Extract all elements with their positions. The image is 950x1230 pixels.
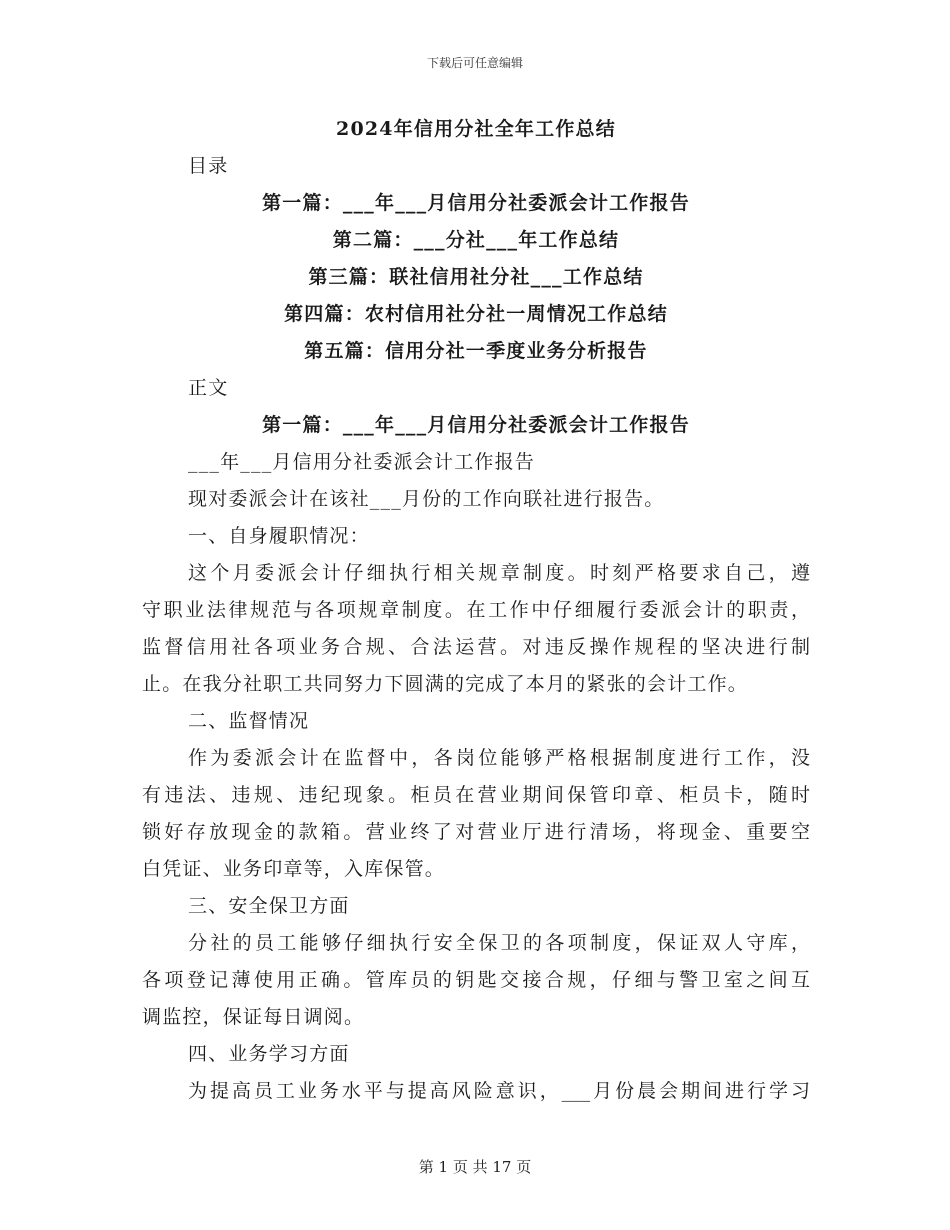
paragraph-line: 白凭证、业务印章等，入库保管。 xyxy=(142,858,446,880)
paragraph-line: 作为委派会计在监督中，各岗位能够严格根据制度进行工作，没 xyxy=(188,747,810,769)
paragraph-line: 这个月委派会计仔细执行相关规章制度。时刻严格要求自己，遵 xyxy=(188,562,810,584)
document-title: 2024年信用分社全年工作总结 xyxy=(336,118,616,140)
page-number: 第 1 页 共 17 页 xyxy=(418,1158,532,1176)
toc-item-2: 第二篇：___分社___年工作总结 xyxy=(332,229,620,251)
paragraph-line: 分社的员工能够仔细执行安全保卫的各项制度，保证双人守库， xyxy=(188,932,810,954)
paragraph-line: 有违法、违规、违纪现象。柜员在营业期间保管印章、柜员卡，随时 xyxy=(142,784,810,806)
paragraph-line: 守职业法律规范与各项规章制度。在工作中仔细履行委派会计的职责， xyxy=(142,599,810,621)
toc-item-5: 第五篇：信用分社一季度业务分析报告 xyxy=(304,340,648,362)
toc-item-4: 第四篇：农村信用社分社一周情况工作总结 xyxy=(284,303,668,325)
paragraph-line: 调监控，保证每日调阅。 xyxy=(142,1006,365,1028)
paragraph-line: 为提高员工业务水平与提高风险意识，___月份晨会期间进行学习 xyxy=(188,1080,810,1102)
paragraph-line: 锁好存放现金的款箱。营业终了对营业厅进行清场，将现金、重要空 xyxy=(142,821,810,843)
heading-study: 四、业务学习方面 xyxy=(188,1043,350,1065)
heading-self-duty: 一、自身履职情况： xyxy=(188,525,370,547)
toc-heading: 目录 xyxy=(188,155,229,177)
heading-supervision: 二、监督情况 xyxy=(188,710,310,732)
body-heading: 正文 xyxy=(188,377,229,399)
paragraph-line: 各项登记薄使用正确。管库员的钥匙交接合规，仔细与警卫室之间互 xyxy=(142,969,810,991)
toc-item-3: 第三篇：联社信用社分社___工作总结 xyxy=(308,266,644,288)
paragraph-line: 监督信用社各项业务合规、合法运营。对违反操作规程的坚决进行制 xyxy=(142,636,810,658)
section-title: 第一篇：___年___月信用分社委派会计工作报告 xyxy=(262,414,690,436)
toc-item-1: 第一篇：___年___月信用分社委派会计工作报告 xyxy=(262,192,690,214)
paragraph-line: 止。在我分社职工共同努力下圆满的完成了本月的紧张的会计工作。 xyxy=(142,673,749,695)
report-title-line: ___年___月信用分社委派会计工作报告 xyxy=(188,451,536,473)
document-content xyxy=(142,112,810,1110)
header-note: 下载后可任意编辑 xyxy=(426,56,523,70)
heading-security: 三、安全保卫方面 xyxy=(188,895,350,917)
intro-line: 现对委派会计在该社___月份的工作向联社进行报告。 xyxy=(188,488,665,510)
